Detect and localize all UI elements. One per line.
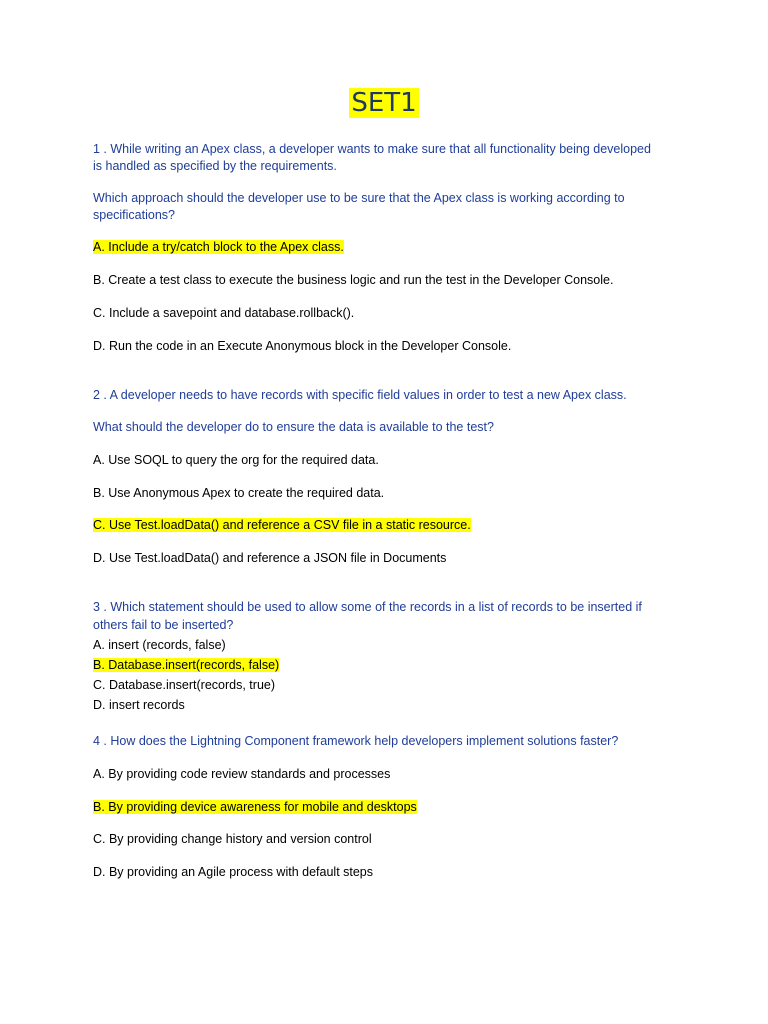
question-4-option-d: D. By providing an Agile process with default steps — [93, 865, 374, 879]
question-3-stem-line-2: others fail to be inserted? — [93, 618, 234, 632]
question-1-stem-line-2: is handled as specified by the requirements. — [93, 159, 337, 173]
page-title: SET1 — [351, 88, 417, 118]
question-4-option-a: A. By providing code review standards and processes — [93, 767, 391, 781]
highlighted-answer: B. Database.insert(records, false) — [93, 658, 280, 672]
highlighted-answer: C. Use Test.loadData() and reference a CSV file in a static resource. — [93, 518, 471, 532]
question-2-prompt: What should the developer do to ensure the data is available to the test? — [93, 420, 494, 434]
highlighted-answer: A. Include a try/catch block to the Apex class. — [93, 240, 344, 254]
question-4-option-b — [93, 799, 683, 816]
highlighted-answer: B. By providing device awareness for mobile and desktops — [93, 800, 417, 814]
question-4-option-c: C. By providing change history and version control — [93, 832, 372, 846]
question-1-option-d: D. Run the code in an Execute Anonymous block in the Developer Console. — [93, 339, 512, 353]
question-1-stem-line-1: 1 . While writing an Apex class, a developer wants to make sure that all functionality being developed — [93, 142, 651, 156]
question-1-option-b: B. Create a test class to execute the business logic and run the test in the Developer Console. — [93, 273, 614, 287]
question-2-option-c — [93, 517, 683, 534]
question-2-option-a: A. Use SOQL to query the org for the required data. — [93, 453, 379, 467]
question-1-option-a — [93, 239, 683, 256]
question-2-option-b: B. Use Anonymous Apex to create the required data. — [93, 486, 385, 500]
question-2-stem: 2 . A developer needs to have records with specific field values in order to test a new Apex class. — [93, 388, 627, 402]
question-1-option-c: C. Include a savepoint and database.rollback(). — [93, 306, 355, 320]
question-3-option-c: C. Database.insert(records, true) — [93, 678, 276, 692]
question-4-stem: 4 . How does the Lightning Component framework help developers implement solutions faster? — [93, 734, 619, 748]
question-3-stem-line-1: 3 . Which statement should be used to allow some of the records in a list of records to be inserted if — [93, 600, 642, 614]
question-3-option-a: A. insert (records, false) — [93, 638, 226, 652]
question-1-prompt-line-2: specifications? — [93, 208, 175, 222]
question-1-prompt-line-1: Which approach should the developer use to be sure that the Apex class is working according to — [93, 191, 625, 205]
question-2-option-d: D. Use Test.loadData() and reference a JSON file in Documents — [93, 551, 447, 565]
question-3-option-b — [93, 657, 683, 674]
question-3-option-d: D. insert records — [93, 698, 185, 712]
